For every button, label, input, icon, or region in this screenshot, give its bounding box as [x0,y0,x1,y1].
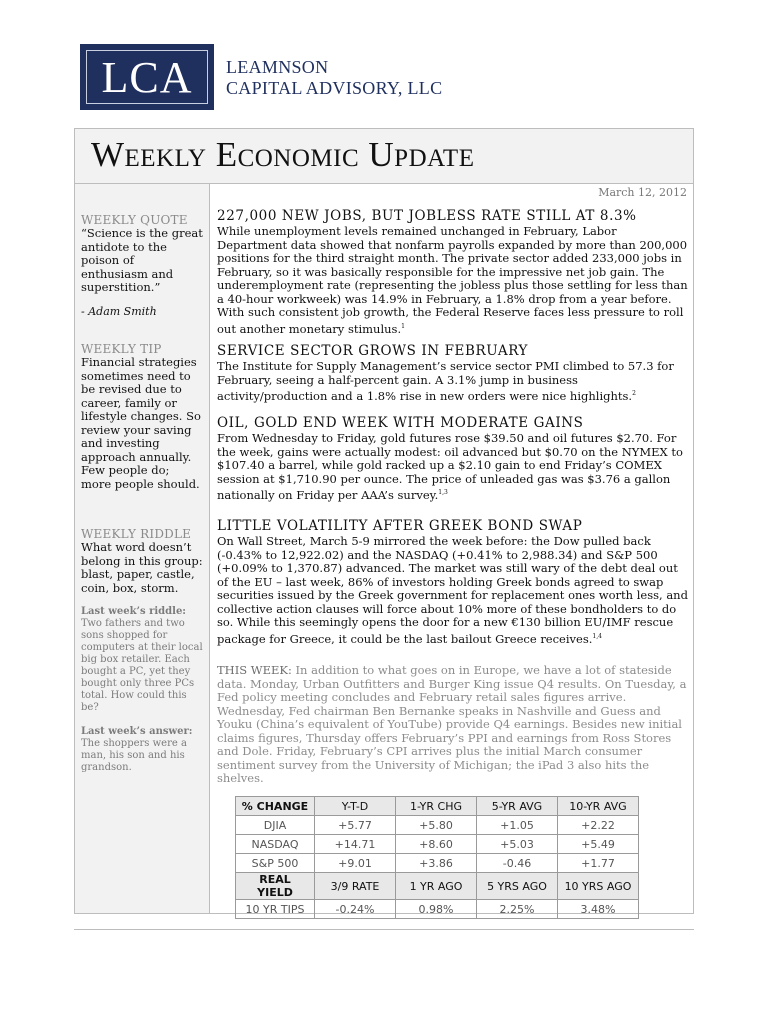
footnote-ref: 1,4 [592,632,602,640]
table-cell: -0.24% [315,900,396,919]
yield-row [236,900,639,919]
yield-header-cell: REAL YIELD [236,873,315,900]
weekly-quote-attribution: - Adam Smith [81,304,157,318]
article-body [217,360,689,403]
article-body-text: While unemployment levels remained unchanged in February, Labor Department data showed that nonfarm payrolls expanded by more than 200,000 positions for the third straight month. The private sector added 233,000 jobs in February, so it was basically responsible for the impressive net job gain. The underemployment rate (representing the jobless plus those settling for less than a 40-hour workweek) was 14.9% in February, a 1.8% drop from a year before. With such consistent job growth, the Federal Reserve faces less pressure to roll out another monetary stimulus. [217,224,688,336]
table-header-cell: 1-YR CHG [396,797,477,816]
sidebar [75,184,210,913]
yield-header-cell: 3/9 RATE [315,873,396,900]
company-name [226,57,442,99]
weekly-riddle [81,527,203,774]
table-cell: +1.77 [558,854,639,873]
yield-header-cell: 1 YR AGO [396,873,477,900]
article-body-text: On Wall Street, March 5-9 mirrored the week before: the Dow pulled back (-0.43% to 12,922.02) and the NASDAQ (+0.41% to 2,988.34) and S&P 500 (+0.09% to 1,370.87) advanced. The market was still wary of the debt deal out of the EU – last week, 86% of investors holding Greek bonds agreed to swap securities issued by the Greek government for replacement ones worth less, and collective action clauses will force about 10% more of these bondholders to do so. While this seemingly opens the door for a new €130 billion EU/IMF rescue package for Greece, it could be the last bailout Greece receives. [217,534,688,646]
main-column [211,184,693,916]
issue-date: March 12, 2012 [598,186,687,199]
company-logo [80,44,454,110]
table-cell: +2.22 [558,816,639,835]
table-header-cell: Y-T-D [315,797,396,816]
yield-header-row [236,873,639,900]
table-row [236,854,639,873]
table-cell: DJIA [236,816,315,835]
newsletter-frame [74,128,694,914]
this-week-text: In addition to what goes on in Europe, we have a lot of stateside data. Monday, Urban Outfitters and Burger King issue Q4 results. On Tuesday, a Fed policy meeting concludes and February retail sales figures arrive. Wednesday, Fed chairman Ben Bernanke speaks in Nashville and Guess and Youku (China’s equivalent of YouTube) provide Q4 earnings. Besides new initial claims figures, Thursday offers February’s PPI and earnings from Ross Stores and Dole. Friday, February’s CPI arrives plus the initial March consumer sentiment survey from the University of Michigan; the iPad 3 also hits the shelves. [217,663,687,785]
weekly-tip-label: WEEKLY TIP [81,342,162,356]
article-body [217,535,689,646]
logo-mark [80,44,214,110]
last-riddle-text: Two fathers and two sons shopped for computers at their local big box retailer. Each bought a PC, yet they bought only three PCs total. How could this be? [81,618,203,713]
table-cell: +5.49 [558,835,639,854]
last-answer-label: Last week’s answer: [81,726,193,737]
table-cell: 10 YR TIPS [236,900,315,919]
market-table [235,796,639,919]
company-name-line1: LEAMNSON [226,57,329,77]
table-cell: +9.01 [315,854,396,873]
table-cell: NASDAQ [236,835,315,854]
footer-divider [74,929,694,930]
article-body [217,225,689,336]
table-header-cell: 5-YR AVG [477,797,558,816]
table-cell: +5.03 [477,835,558,854]
last-answer-text: The shoppers were a man, his son and his grandson. [81,738,187,773]
table-cell: +14.71 [315,835,396,854]
table-cell: +3.86 [396,854,477,873]
article-headline: LITTLE VOLATILITY AFTER GREEK BOND SWAP [217,518,583,534]
page-title: Weekly Economic Update [91,135,475,174]
this-week-label: THIS WEEK: [217,663,292,677]
article-headline: 227,000 NEW JOBS, BUT JOBLESS RATE STILL AT 8.3% [217,208,637,224]
yield-header-cell: 5 YRS AGO [477,873,558,900]
logo-letters: LCA [86,50,208,104]
table-cell: +5.80 [396,816,477,835]
article [217,415,689,502]
article [217,208,689,336]
table-header-cell: % CHANGE [236,797,315,816]
table-cell: +1.05 [477,816,558,835]
table-row [236,835,639,854]
article-headline: SERVICE SECTOR GROWS IN FEBRUARY [217,343,529,359]
weekly-tip-text: Financial strategies sometimes need to be revised due to career, family or lifestyle changes. So review your saving and investing approach annually. Few people do; more people should. [81,355,201,491]
table-cell: 0.98% [396,900,477,919]
table-cell: 3.48% [558,900,639,919]
article-body-text: The Institute for Supply Management’s service sector PMI climbed to 57.3 for February, seeing a half-percent gain. A 3.1% jump in business activity/production and a 1.8% rise in new orders were nice highlights. [217,359,674,403]
footnote-ref: 1,3 [438,489,448,496]
weekly-riddle-label: WEEKLY RIDDLE [81,527,192,541]
weekly-quote [81,213,203,318]
table-header-row [236,797,639,816]
footnote-ref: 1 [401,322,405,330]
table-row [236,816,639,835]
article [217,518,689,646]
table-cell: S&P 500 [236,854,315,873]
article-body-text: From Wednesday to Friday, gold futures rose $39.50 and oil futures $2.70. For the week, gains were actually modest: oil advanced but $0.70 on the NYMEX to $107.40 a barrel, while gold racked up a $2.10 gain to end Friday’s COMEX session at $1,710.90 per ounce. The price of unleaded gas was $3.76 a gallon nationally on Friday per AAA’s survey. [217,431,683,502]
footnote-ref: 2 [632,390,636,397]
yield-header-cell: 10 YRS AGO [558,873,639,900]
title-bar [75,129,693,184]
weekly-riddle-text: What word doesn’t belong in this group: blast, paper, castle, coin, box, storm. [81,540,203,595]
last-riddle-label: Last week’s riddle: [81,606,186,617]
table-cell: -0.46 [477,854,558,873]
article [217,343,689,403]
table-cell: 2.25% [477,900,558,919]
weekly-quote-label: WEEKLY QUOTE [81,213,188,227]
table-cell: +8.60 [396,835,477,854]
table-cell: +5.77 [315,816,396,835]
weekly-tip [81,342,203,491]
weekly-quote-text: “Science is the great antidote to the poison of enthusiasm and superstition.” [81,226,203,294]
table-header-cell: 10-YR AVG [558,797,639,816]
company-name-line2: CAPITAL ADVISORY, LLC [226,78,443,98]
article-body [217,432,689,502]
this-week [217,664,689,786]
article-headline: OIL, GOLD END WEEK WITH MODERATE GAINS [217,415,584,431]
